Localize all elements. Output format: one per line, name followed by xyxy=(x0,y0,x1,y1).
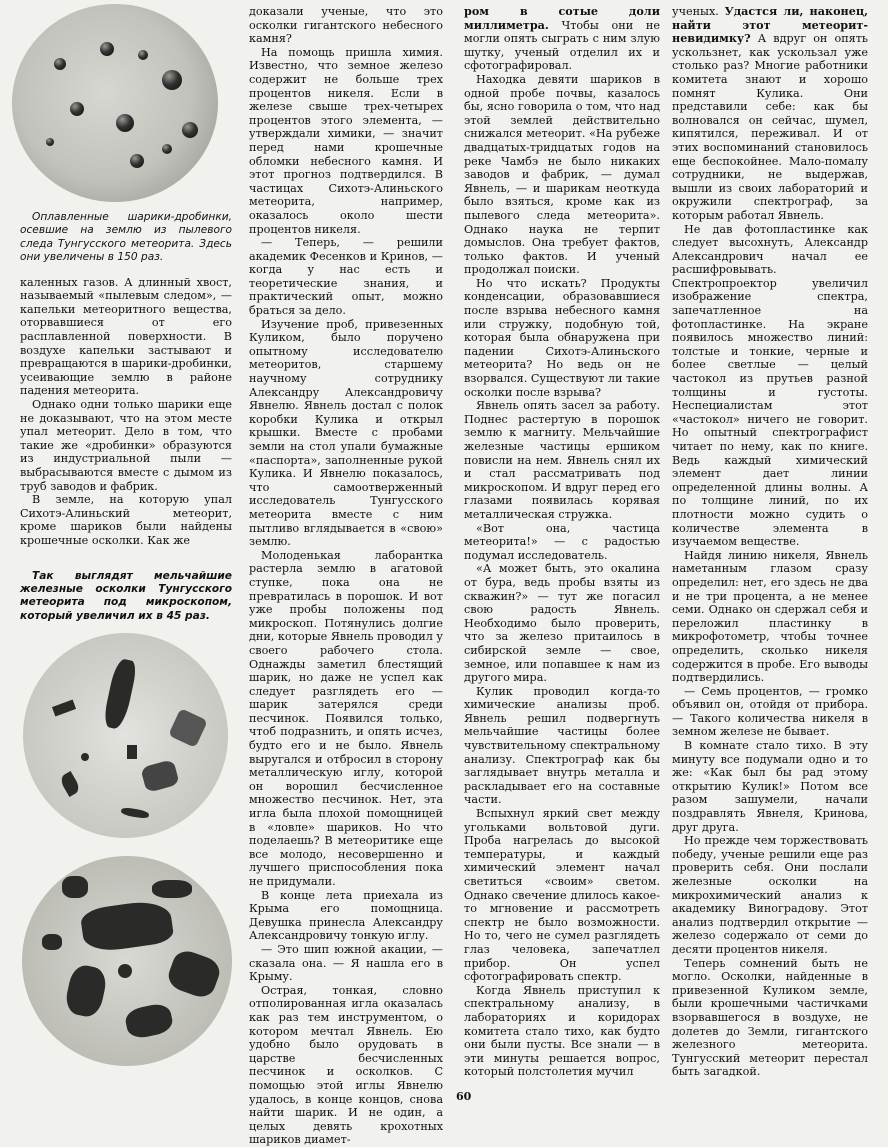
paragraph: В конце лета приехала из Крыма его помощница. Девушка принесла Александру Александровичу тонкую иглу. xyxy=(249,888,443,943)
paragraph: Кулик проводил когда-то химические анализы проб. Явнель решил подвергнуть мельчайшие частицы более чувствительному спектральному анализу. Спектрограф как бы заглядывает внутрь металла и раскладывает его на составные части. xyxy=(464,684,660,807)
photo-iron-fragments-1 xyxy=(23,633,228,838)
paragraph: Не дав фотопластинке как следует высохнуть, Александр Александрович начал ее расшифровывать. Спектропроектор увеличил изображение спектра, запечатленное на фотопластинке. На экране появилось множество линий: толстые и тонкие, черные и более светлые — целый частокол из прутьев разной толщины и густоты. Неспециалистам этот «частокол» ничего не говорит. Но опытный спектрографист читает по нему, как по книге. Ведь каждый химический элемент дает линии определенной длины волны. А по толщине линий, по их плотности можно судить о количестве элемента в изучаемом веществе. xyxy=(672,222,868,549)
paragraph-text: Чтобы они не могли опять сыграть с ним злую шутку, ученый отделил их и сфотографировал. xyxy=(464,18,660,73)
paragraph: Находка девяти шариков в одной пробе почвы, казалось бы, ясно говорила о том, что над этой землей действительно снижался метеорит. «На рубеже двадцатых-тридцатых годов на реке Чамбэ не было никаких заводов и фабрик, — думал Явнель, — и шарикам неоткуда было взяться, кроме как из пылевого следа метеорита». Однако наука не терпит домыслов. Она требует фактов, только фактов. И ученый продолжал поиски. xyxy=(464,72,660,277)
paragraph: На помощь пришла химия. Известно, что земное железо содержит не больше трех процентов никеля. Если в железе свыше трех-четырех процентов этого элемента, — утверждали химики, — значит перед нами крошечные обломки небесного камня. И этот прогноз подтвердился. В частицах Сихотэ-Алиньского метеорита, например, оказалось около шести процентов никеля. xyxy=(249,45,443,236)
photo-caption-fragments: Так выглядят мельчайшие железные осколки Тунгусского метеорита под микроскопом, который увеличил их в 45 раз. xyxy=(20,569,232,622)
paragraph: — Это шип южной акации, — сказала она. — Я нашла его в Крыму. xyxy=(249,942,443,984)
paragraph: В комнате стало тихо. В эту минуту все подумали одно и то же: «Как был бы рад этому открытию Кулик!» Потом все разом зашумели, начали поздравлять Явнеля, Кринова, друг друга. xyxy=(672,739,868,834)
paragraph: доказали ученые, что это осколки гигантского небесного камня? xyxy=(249,5,443,46)
bold-phrase: Удастся ли, наконец, найти этот метеорит-невидимку? xyxy=(672,4,869,46)
column-4 xyxy=(672,5,868,1079)
paragraph-text: ученых. xyxy=(672,5,719,18)
paragraph: Молоденькая лаборантка растерла землю в агатовой ступке, пока она не превратилась в порошок. И вот уже пробы положены под микроскоп. Потянулись долгие дни, которые Явнель проводил у своего рабочего стола. Однажды заметил блестящий шарик, но даже не успел как следует разглядеть его — шарик затерялся среди песчинок. Появился только, чтоб подразнить, и опять исчез, будто его и не было. Явнель выругался и отбросил в сторону металлическую иглу, которой он ворошил бесчисленное множество песчинок. Нет, эта игла была плохой помощницей в «ловле» шариков. Но что поделаешь? В метеоритике еще все молодо, несовершенно и лучшего приспособления пока не придумали. xyxy=(249,548,443,888)
paragraph: — Семь процентов, — громко объявил он, отойдя от прибора. — Такого количества никеля в земном железе не бывает. xyxy=(672,684,868,739)
paragraph xyxy=(464,5,660,73)
paragraph: «А может быть, это окалина от бура, ведь пробы взяты из скважин?» — тут же погасил свою радость Явнель. Необходимо было проверить, что за железо притаилось в сибирской земле — свое, земное, или попавшее к нам из другого мира. xyxy=(464,562,660,685)
photo-iron-fragments-2 xyxy=(22,856,232,1066)
paragraph: Однако одни только шарики еще не доказывают, что на этом месте упал метеорит. Дело в том, что такие же «дробинки» образуются из индустриальной пыли — выбрасываются вместе с дымом из труб заводов и фабрик. xyxy=(20,397,232,493)
paragraph: каленных газов. А длинный хвост, называемый «пылевым следом», — капельки метеоритного вещества, оторвавшиеся от его расплавленной поверхности. В воздухе капельки застывают и превращаются в шарики-дробинки, усеивающие землю в районе падения метеорита. xyxy=(20,275,232,398)
page-number: 60 xyxy=(456,1090,472,1103)
bold-phrase: ром в сотые доли миллиметра. xyxy=(464,4,660,32)
column-3 xyxy=(464,5,660,1079)
photo-caption-globules: Оплавленные шарики-дробинки, осевшие на землю из пылевого следа Тунгусского метеорита. Здесь они увеличены в 150 раз. xyxy=(20,211,232,264)
paragraph: Найдя линию никеля, Явнель наметанным глазом сразу определил: нет, его здесь не два и не три процента, а не менее семи. Однако он сдержал себя и переложил пластинку в микрофотометр, чтобы точнее определить, сколько никеля содержится в пробе. Его выводы подтвердились. xyxy=(672,548,868,685)
paragraph xyxy=(672,5,868,223)
paragraph: Вспыхнул яркий свет между угольками вольтовой дуги. Проба нагрелась до высокой температуры, и каждый химический элемент начал светиться «своим» светом. Однако свечение длилось какое-то мгновение и рассмотреть спектр не было возможности. Но то, чего не сумел разглядеть глаз человека, запечатлел прибор. Он успел сфотографировать спектр. xyxy=(464,807,660,984)
paragraph: Изучение проб, привезенных Куликом, было поручено опытному исследователю метеоритов, старшему научному сотруднику Александру Александровичу Явнелю. Явнель достал с полок коробки Кулика и открыл крышки. Вместе с пробами земли на стол упали бумажные «паспорта», заполненные рукой Кулика. И Явнелю показалось, что самоотверженный исследователь Тунгусского метеорита вместе с ним пытливо вглядывается в «свою» землю. xyxy=(249,317,443,549)
paragraph-text: А вдруг он опять ускользнет, как ускользал уже столько раз? Многие работники комитета знают и хорошо помнят Кулика. Они представили себе: как бы волновался он сейчас, шумел, кипятился, переживал. И от этих воспоминаний становилось еще беспокойнее. Мало-помалу сотрудники, не выдержав, вышли из своих лабораторий и окружили спектрограф, за которым работал Явнель. xyxy=(672,32,868,222)
column-2 xyxy=(249,5,443,1147)
column-1 xyxy=(6,5,232,1066)
paragraph: Но прежде чем торжествовать победу, ученые решили еще раз проверить себя. Они послали железные осколки на микрохимический анализ к академику Виноградову. Этот анализ подтвердил открытие — железо содержало от семи до десяти процентов никеля. xyxy=(672,834,868,956)
paragraph: Явнель опять засел за работу. Поднес растертую в порошок землю к магниту. Мельчайшие железные частицы ершиком повисли на нем. Явнель снял их и стал рассматривать под микроскопом. И вдруг перед его глазами появилась корявая металлическая стружка. xyxy=(464,399,660,521)
paragraph: Теперь сомнений быть не могло. Осколки, найденные в привезенной Куликом земле, были крошечными частичками взорвавшегося в воздухе, не долетев до Земли, гигантского железного метеорита. Тунгусский метеорит перестал быть загадкой. xyxy=(672,956,868,1079)
paragraph: — Теперь, — решили академик Фесенков и Кринов, — когда у нас есть и теоретические знания, и практический опыт, можно браться за дело. xyxy=(249,236,443,318)
paragraph: Когда Явнель приступил к спектральному анализу, в лабораториях и коридорах комитета стало тихо, как будто они были пусты. Все знали — в эти минуты решается вопрос, который полстолетия мучил xyxy=(464,983,660,1079)
paragraph: Но что искать? Продукты конденсации, образовавшиеся после взрыва небесного камня или стружку, подобную той, которая была обнаружена при падении Сихотэ-Алиньского метеорита? Но ведь он не взорвался. Существуют ли такие осколки после взрыва? xyxy=(464,276,660,399)
paragraph: В земле, на которую упал Сихотэ-Алиньский метеорит, кроме шариков были найдены крошечные осколки. Как же xyxy=(20,493,232,547)
paragraph: «Вот она, частица метеорита!» — с радостью подумал исследователь. xyxy=(464,521,660,562)
paragraph: Острая, тонкая, словно отполированная игла оказалась как раз тем инструментом, о котором мечтал Явнель. Ею удобно было орудовать в царстве бесчисленных песчинок и осколков. С помощью этой иглы Явнелю удалось, в конце концов, снова найти шарик. И не один, а целых девять крохотных шариков диамет- xyxy=(249,983,443,1147)
